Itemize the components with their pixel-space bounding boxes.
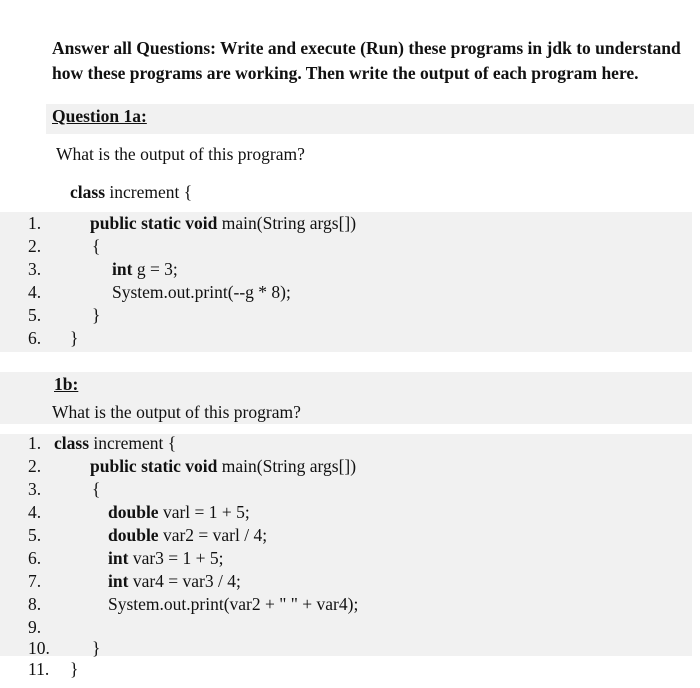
line-number: 3.: [28, 259, 42, 279]
code-text: }: [92, 638, 101, 658]
q1a-heading: Question 1a:: [52, 106, 147, 126]
code-text: varl = 1 + 5;: [158, 502, 250, 522]
q1a-class-rest: increment {: [105, 182, 193, 202]
code-keyword: class: [54, 433, 89, 453]
code-keyword: public static void: [90, 456, 218, 476]
line-number: 2.: [28, 456, 42, 476]
line-number: 2.: [28, 236, 42, 256]
code-text: var4 = var3 / 4;: [128, 571, 241, 591]
line-number: 11.: [28, 659, 50, 679]
line-number: 6.: [28, 548, 42, 568]
line-number: 6.: [28, 328, 42, 348]
code-keyword: int: [112, 259, 133, 279]
q1b-prompt: What is the output of this program?: [52, 402, 301, 422]
q1a-prompt: What is the output of this program?: [56, 144, 305, 164]
code-keyword: double: [108, 502, 159, 522]
code-text: increment {: [89, 433, 177, 453]
code-text: var3 = 1 + 5;: [128, 548, 224, 568]
instructions: [52, 36, 681, 86]
line-number: 7.: [28, 571, 42, 591]
line-number: 1.: [28, 213, 42, 233]
code-text: main(String args[]): [217, 456, 357, 476]
q1a-class-keyword: class: [70, 182, 105, 202]
line-number: 5.: [28, 525, 42, 545]
code-text: var2 = varl / 4;: [158, 525, 268, 545]
code-text: }: [92, 305, 101, 325]
code-keyword: public static void: [90, 213, 218, 233]
code-text: }: [70, 328, 79, 348]
line-number: 8.: [28, 594, 42, 614]
code-text: System.out.print(--g * 8);: [112, 282, 291, 302]
code-text: System.out.print(var2 + " " + var4);: [108, 594, 359, 614]
line-number: 10.: [28, 638, 50, 658]
line-number: 1.: [28, 433, 42, 453]
instructions-line-1: Answer all Questions: Write and execute (Run) these programs in jdk to understand: [52, 38, 681, 58]
q1b-heading: 1b:: [54, 374, 79, 394]
code-text: main(String args[]): [217, 213, 357, 233]
code-keyword: int: [108, 571, 129, 591]
code-text: }: [70, 659, 79, 679]
line-number: 4.: [28, 282, 42, 302]
line-number: 4.: [28, 502, 42, 522]
code-keyword: int: [108, 548, 129, 568]
line-number: 5.: [28, 305, 42, 325]
code-keyword: double: [108, 525, 159, 545]
instructions-line-2: how these programs are working. Then write the output of each program here.: [52, 63, 639, 83]
q1a-class-line: [70, 182, 192, 203]
line-number: 3.: [28, 479, 42, 499]
code-text: {: [92, 479, 101, 499]
code-text: g = 3;: [132, 259, 178, 279]
code-text: {: [92, 236, 101, 256]
line-number: 9.: [28, 617, 42, 637]
